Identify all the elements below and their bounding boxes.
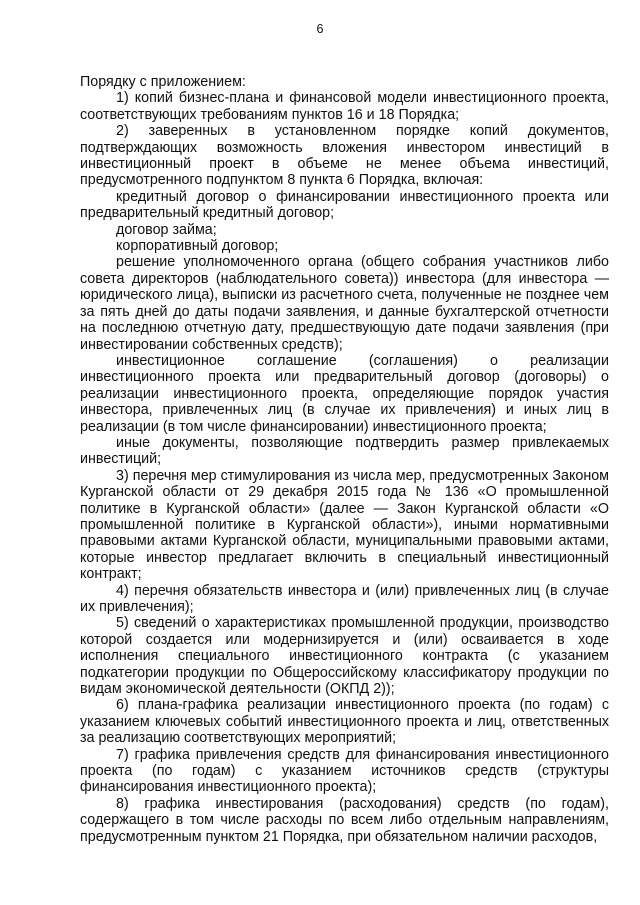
- paragraph-loan-agreement: договор займа;: [116, 221, 217, 238]
- page-number: 6: [316, 22, 324, 36]
- paragraph-authorized-body-decision: решение уполномоченного органа (общего собрания участников либо совета директоров (наблюдательного совета)) инвестора (для инвестора — юридического лица), выписки из расчетного счета, полученные не позднее чем за пять дней до даты подачи заявления, и данные бухгалтерской отчетности на последнюю отчетную дату, предшествующую дате подачи заявления (при инвестировании собственных средств);: [80, 254, 609, 353]
- paragraph-intro: Порядку с приложением:: [80, 74, 246, 90]
- paragraph-item-8: 8) графика инвестирования (расходования) средств (по годам), содержащего в том числе расходы по всем либо отдельным направлениям, предусмотренным пунктом 21 Порядка, при обязательном наличии расходов,: [80, 795, 609, 845]
- paragraph-other-documents: иные документы, позволяющие подтвердить размер привлекаемых инвестиций;: [80, 434, 609, 468]
- paragraph-corporate-agreement: корпоративный договор;: [116, 238, 279, 255]
- paragraph-item-3: 3) перечня мер стимулирования из числа мер, предусмотренных Законом Курганской области от 29 декабря 2015 года № 136 «О промышленной политике в Курганской области» (далее — Закон Курганской области «О промышленной политике в Курганской области»), иными нормативными правовыми актами Курганской области, муниципальными правовыми актами, которые инвестор предлагает включить в специальный инвестиционный контракт;: [80, 467, 609, 583]
- paragraph-item-4: 4) перечня обязательств инвестора и (или) привлеченных лиц (в случае их привлечения);: [80, 582, 609, 615]
- paragraph-item-1: 1) копий бизнес-плана и финансовой модели инвестиционного проекта, соответствующих требованиям пунктов 16 и 18 Порядка;: [80, 90, 609, 123]
- document-body: [80, 74, 609, 845]
- paragraph-credit-agreement: кредитный договор о финансировании инвестиционного проекта или предварительный кредитный договор;: [80, 188, 609, 222]
- paragraph-item-7: 7) графика привлечения средств для финансирования инвестиционного проекта (по годам) с указанием источников средств (структуры финансирования инвестиционного проекта);: [80, 746, 609, 796]
- paragraph-item-6: 6) плана-графика реализации инвестиционного проекта (по годам) с указанием ключевых событий инвестиционного проекта и лиц, ответственных за реализацию соответствующих мероприятий;: [80, 697, 609, 747]
- paragraph-investment-agreement: инвестиционное соглашение (соглашения) о реализации инвестиционного проекта или предварительный договор (договоры) о реализации инвестиционного проекта, определяющие порядок участия инвестора, привлеченных лиц (в случае их привлечения) и иных лиц в реализации (в том числе финансировании) инвестиционного проекта;: [80, 352, 609, 435]
- paragraph-item-2: 2) заверенных в установленном порядке копий документов, подтверждающих возможность вложения инвестором инвестиций в инвестиционный проект в объеме не менее объема инвестиций, предусмотренного подпунктом 8 пункта 6 Порядка, включая:: [80, 123, 609, 189]
- paragraph-item-5: 5) сведений о характеристиках промышленной продукции, производство которой создается или модернизируется и (или) осваивается в ходе исполнения специального инвестиционного контракта (с указанием подкатегории продукции по Общероссийскому классификатору продукции по видам экономической деятельности (ОКПД 2));: [80, 615, 609, 698]
